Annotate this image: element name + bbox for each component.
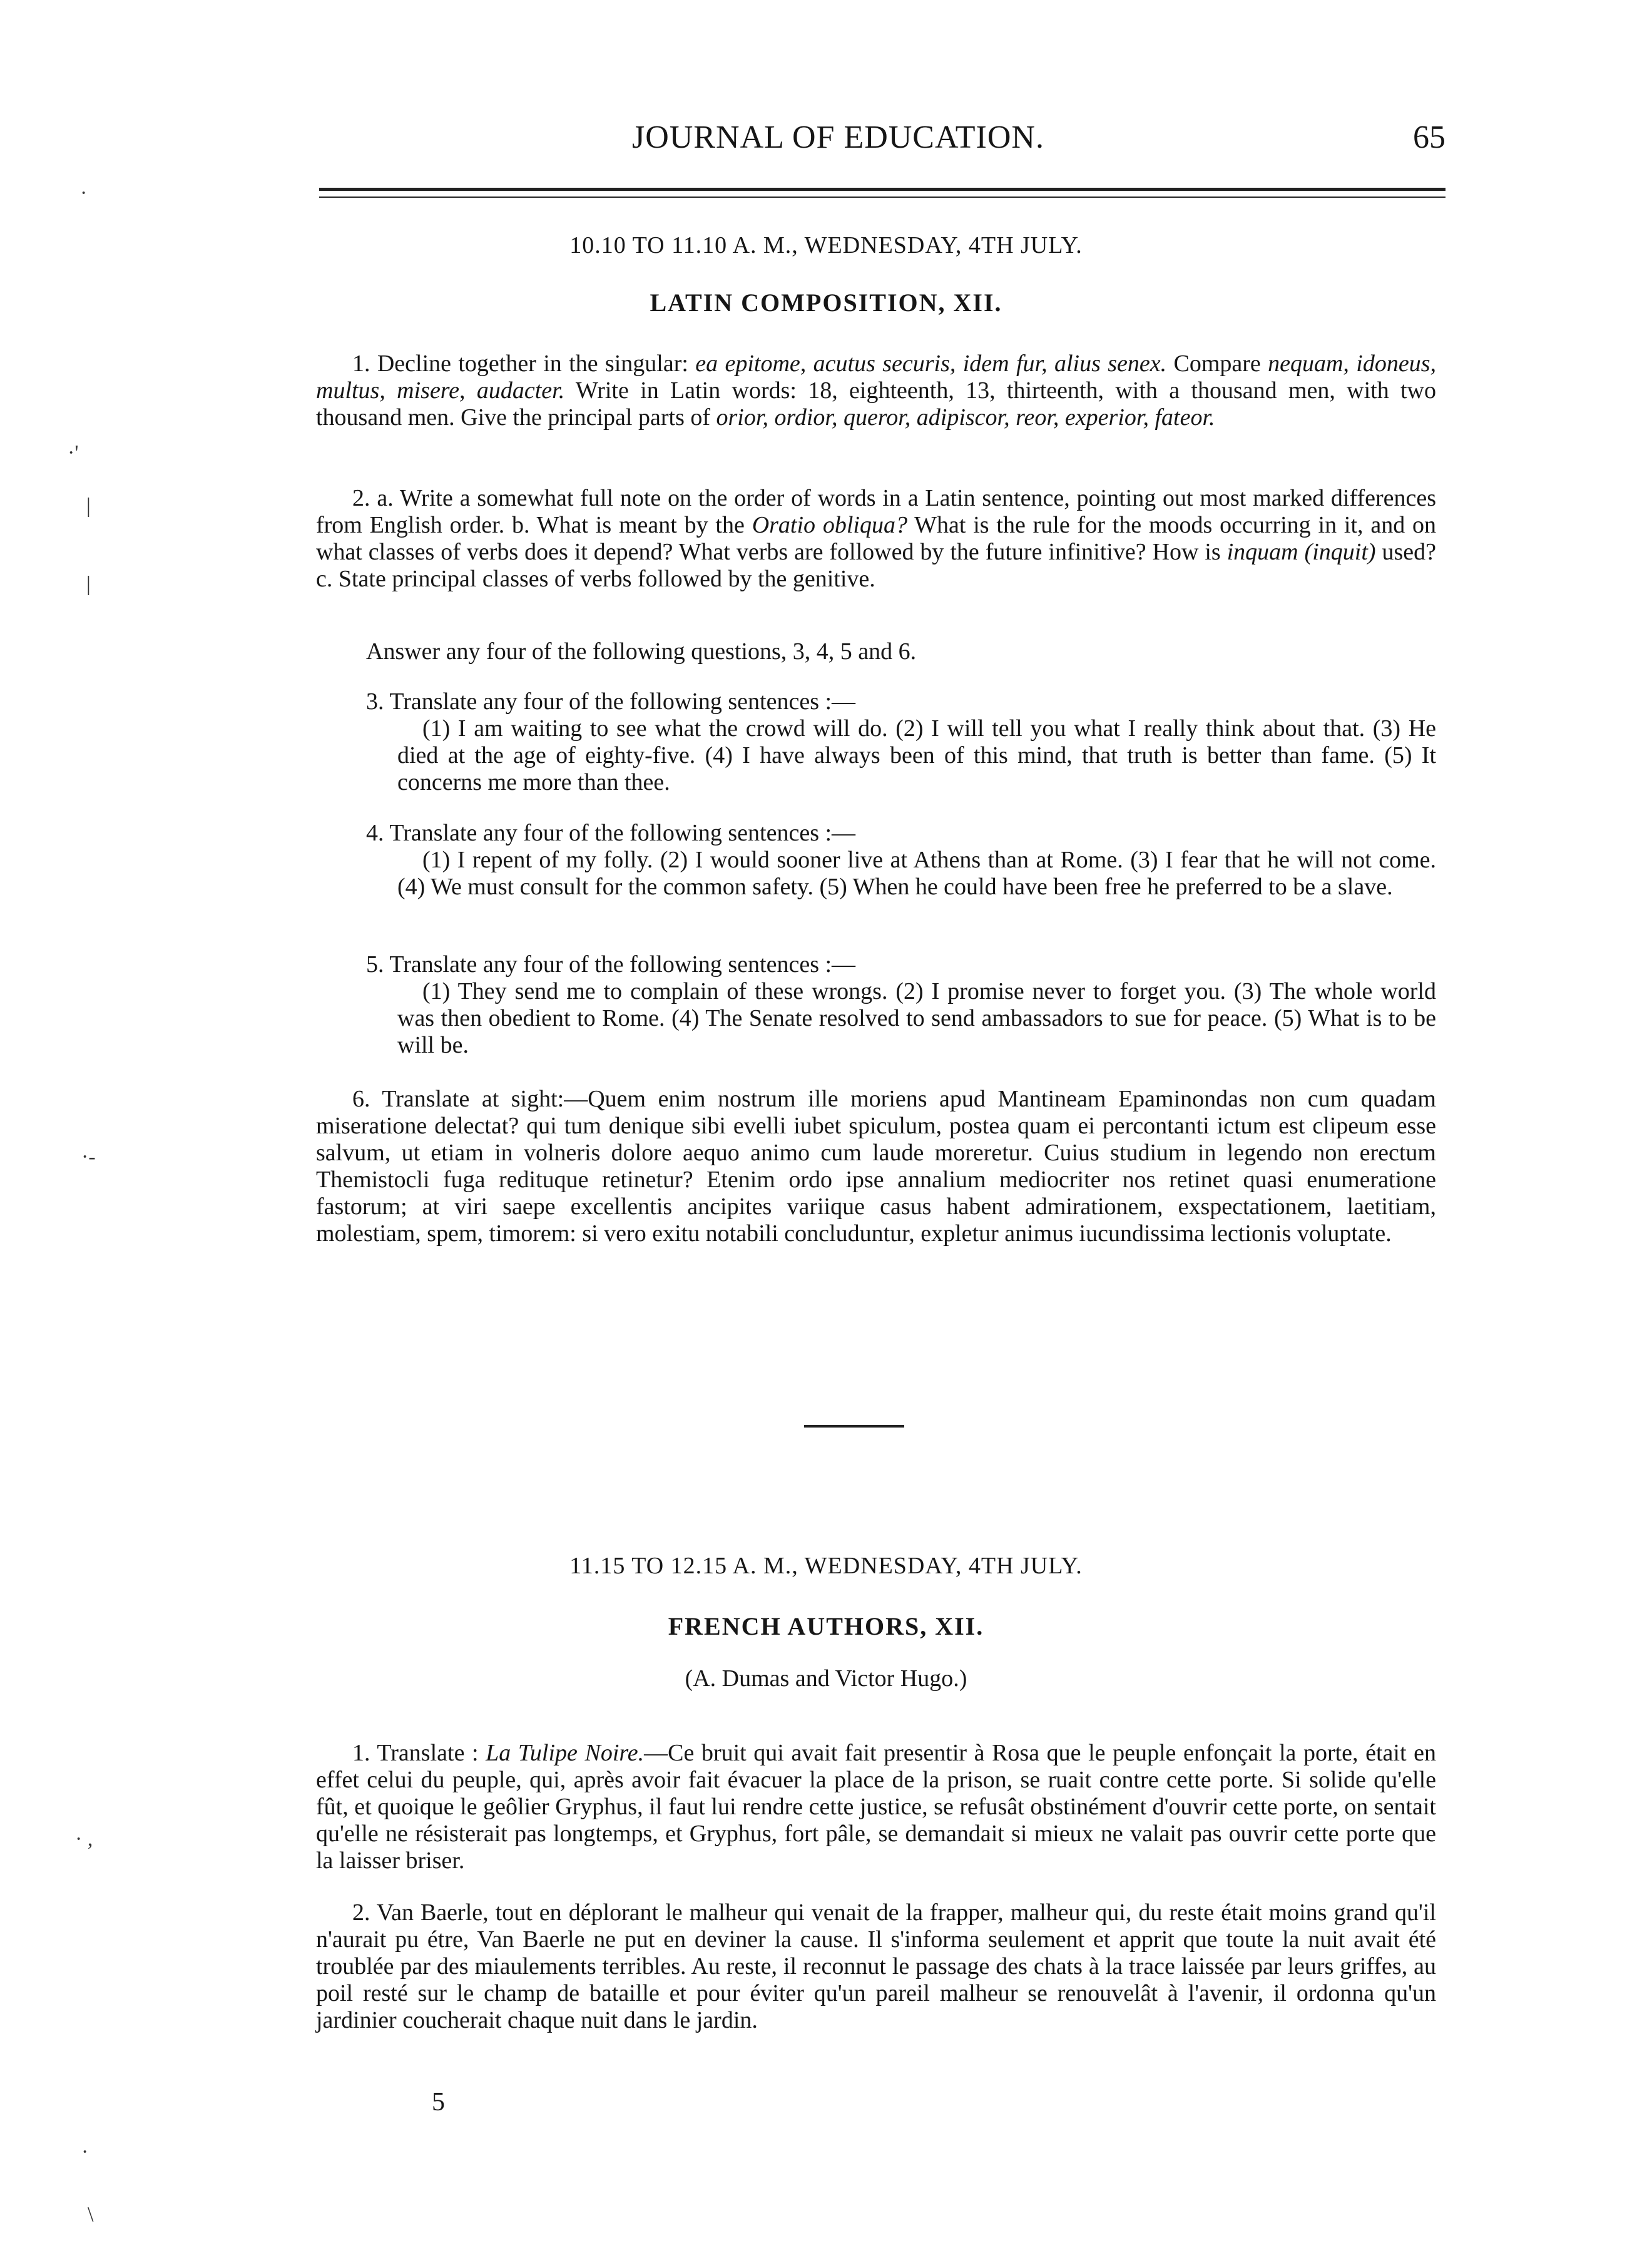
q1-label: 1. — [352, 350, 370, 377]
q5-sentences: (1) They send me to complain of these wrongs. (2) I promise never to forget you. (3) The whole world was then obedient to Rome. (4) The Senate resolved to send ambassadors to sue for peace. (5) What is to be will be. — [397, 978, 1436, 1058]
q6-text: Translate at sight:—Quem enim nostrum ille moriens apud Mantineam Epaminondas non cum quadam miseratione delectat? qui tum denique sibi evelli iubet spiculum, postea quam ei percontanti ictum est clipeum esse salvum, ut etiam in volneris dolore aequo animo cum laude moreretur. Cuius studium in legendo non erectum Themistocli fuga redituque retinetur? Etenim ordo ipse annalium mediocriter nos retinet quasi enumeratione fastorum; at viri saepe excellentis ancipites variique casus habent admirationem, exspectationem, laetitiam, molestiam, spem, timorem: si vero exitu notabili concluduntur, expletur animus iucundissima lectionis voluptate. — [316, 1086, 1436, 1247]
signature-mark: 5 — [432, 2088, 445, 2117]
scan-speck: | — [86, 573, 91, 596]
exam1-session-line: 10.10 TO 11.10 A. M., WEDNESDAY, 4TH JULY. — [569, 232, 1083, 258]
exam2-question-2 — [316, 1899, 1436, 2034]
scan-speck: · — [81, 2140, 89, 2164]
q2-text-c: used? c. State principal classes of verbs followed by the genitive. — [316, 539, 1436, 592]
scan-speck: \ — [88, 2203, 94, 2226]
fr-q1-work-title: La Tulipe Noire. — [486, 1740, 645, 1766]
scan-speck: ·' — [68, 441, 79, 464]
fr-q1-lead: Translate : — [377, 1740, 486, 1766]
exam1-question-2 — [316, 485, 1436, 593]
page-header — [319, 119, 1446, 175]
q1-ital-b: nequam, idoneus, multus, misere, audacter. — [316, 350, 1437, 404]
running-title: JOURNAL OF EDUCATION. — [632, 120, 1044, 155]
fr-q2-label: 2. — [352, 1899, 370, 1926]
exam2-question-1 — [316, 1740, 1436, 1874]
exam1-question-3 — [316, 688, 1436, 796]
scan-speck: · , — [75, 1827, 93, 1851]
exam1-question-6 — [316, 1086, 1436, 1247]
fr-q1-label: 1. — [352, 1740, 370, 1766]
header-rule-thick — [319, 188, 1446, 191]
exam2-title: FRENCH AUTHORS, XII. — [668, 1612, 984, 1640]
section-divider — [804, 1425, 904, 1428]
q2-ital-a: Oratio obliqua? — [752, 512, 907, 538]
q1-ital-a: ea epitome, acutus securis, idem fur, alius senex. — [695, 350, 1167, 377]
q1-text-b: Compare — [1166, 350, 1268, 377]
scan-speck: · — [80, 181, 88, 205]
q1-text-a: Decline together in the singular: — [377, 350, 696, 377]
q5-label: 5. — [366, 951, 384, 978]
q5-lead: Translate any four of the following sentences :— — [389, 951, 856, 978]
q1-text-c: Write in Latin words: 18, eighteenth, 13, thirteenth, with a thousand men, with two thousand men. Give the principal parts of — [316, 377, 1436, 431]
q3-label: 3. — [366, 688, 384, 715]
exam2-session-line: 11.15 TO 12.15 A. M., WEDNESDAY, 4TH JULY. — [569, 1553, 1083, 1579]
scan-speck: | — [86, 494, 91, 518]
exam1-title: LATIN COMPOSITION, XII. — [650, 289, 1002, 317]
q4-sentences: (1) I repent of my folly. (2) I would sooner live at Athens than at Rome. (3) I fear that he will not come. (4) We must consult for the common safety. (5) When he could have been free he preferred to be a slave. — [397, 847, 1436, 900]
q6-label: 6. — [352, 1086, 370, 1112]
exam1-instruction: Answer any four of the following questions, 3, 4, 5 and 6. — [366, 638, 917, 665]
header-rule-thin — [319, 197, 1446, 198]
q2-ital-b: inquam (inquit) — [1226, 539, 1376, 565]
q2-text-b: What is the rule for the moods occurring in it, and on what classes of verbs does it depend? What verbs are followed by the future infinitive? How is — [316, 512, 1437, 565]
page-number: 65 — [1413, 120, 1446, 155]
q4-lead: Translate any four of the following sentences :— — [389, 820, 856, 846]
q2-label: 2. — [352, 485, 370, 511]
q4-label: 4. — [366, 820, 384, 846]
exam1-question-4 — [316, 820, 1436, 901]
exam1-question-5 — [316, 951, 1436, 1059]
exam1-question-1 — [316, 350, 1436, 431]
q3-sentences: (1) I am waiting to see what the crowd will do. (2) I will tell you what I really think about that. (3) He died at the age of eighty-five. (4) I have always been of this mind, that truth is better than fame. (5) It concerns me more than thee. — [397, 715, 1436, 795]
q3-lead: Translate any four of the following sentences :— — [389, 688, 856, 715]
q1-ital-c: orior, ordior, queror, adipiscor, reor, experior, fateor. — [716, 404, 1215, 431]
fr-q2-text: Van Baerle, tout en déplorant le malheur qui venait de la frapper, malheur qui, du reste était moins grand qu'il n'aurait pu étre, Van Baerle ne put en deviner la cause. Il s'informa seulement et apprit que toute la nuit avait été troublée par des miaulements terribles. Au reste, il reconnut le passage des chats à la trace laissée par leurs griffes, au poil resté sur le champ de bataille et pour éviter qu'un pareil malheur se renouvelât à l'avenir, il ordonna qu'un jardinier coucherait chaque nuit dans le jardin. — [316, 1899, 1436, 2033]
q2-text-a: a. Write a somewhat full note on the order of words in a Latin sentence, pointing out most marked differences from English order. b. What is meant by the — [316, 485, 1437, 538]
exam2-subtitle: (A. Dumas and Victor Hugo.) — [685, 1665, 967, 1692]
scan-speck: ·- — [81, 1145, 96, 1168]
fr-q1-text: —Ce bruit qui avait fait presentir à Rosa que le peuple enfonçait la porte, était en effet celui du peuple, qui, après avoir fait évacuer la place de la prison, se ruait contre cette porte. Si solide qu'elle fût, et quoique le geôlier Gryphus, il faut lui rendre cette justice, se refusât obstinément d'ouvrir cette porte, on sentait qu'elle ne résisterait pas longtemps, et Gryphus, fort pâle, se demandait si mieux ne valait pas ouvrir cette porte que la laisser briser. — [316, 1740, 1436, 1874]
